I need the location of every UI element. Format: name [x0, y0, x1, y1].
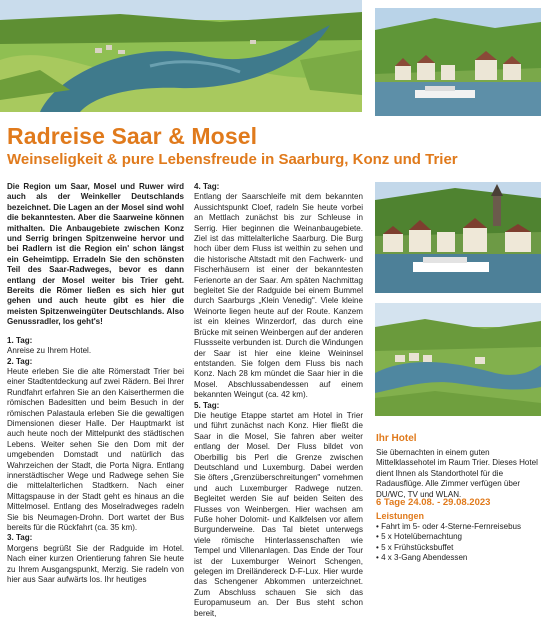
hotel-heading: Ihr Hotel — [376, 433, 417, 444]
photo-town-with-boat — [375, 8, 541, 116]
text-column-middle — [194, 182, 363, 619]
day-4-label: 4. Tag: — [194, 182, 220, 191]
photo-river-valley — [375, 303, 541, 416]
services-list — [376, 522, 546, 564]
day-1-text: Anreise zu Ihrem Hotel. — [7, 346, 92, 356]
services-item: • 4 x 3-Gang Abendessen — [376, 553, 546, 563]
intro-text: Die Region um Saar, Mosel und Ruwer wird auch als der Weinkeller Deutschlands bezeichnet. Die Lagen an der Mosel sind wohl die bekanntesten. Aber die Saarweine können mithalten. Die Anbaugebiete zwischen Konz und Serrig bringen Spitzenweine hervor und bei Radlern ist die Region ein' schon längst ein Geheimtipp. Erradeln Sie den schönsten Teil des Saar-Radweges, bevor es dann entlang der Mosel weiter bis Trier geht. Bereits die Römer ließen es sich hier gut gehen und auch heute gibt es hier die meisten Spitzenweingüter Deutschlands. Also Genussradler, los geht's! — [7, 182, 184, 327]
photo-moselle-loop — [0, 0, 362, 112]
text-column-left — [7, 182, 184, 585]
hotel-text: Sie übernachten in einem guten Mittelklassehotel im Raum Trier. Dieses Hotel dient Ihnen als Standorthotel für die Radausflüge. Alle Zimmer verfügen über DU/WC, TV und WLAN. — [376, 448, 538, 499]
trip-dates: 6 Tage 24.08. - 29.08.2023 — [376, 497, 491, 508]
photo-saarburg-river — [375, 182, 541, 293]
services-item: • Fahrt im 5- oder 4-Sterne-Fernreisebus — [376, 522, 546, 532]
day-2-label: 2. Tag: — [7, 356, 33, 366]
page-subtitle: Weinseligkeit & pure Lebensfreude in Saarburg, Konz und Trier — [7, 151, 458, 168]
day-5-label: 5. Tag: — [194, 400, 220, 410]
day-3-text: Morgens begrüßt Sie der Radguide im Hotel. Nach einer kurzen Orientierung fahren Sie heute zu Ihrem Ausgangspunkt, Merzig. Sie radeln von hier aus Saar aufwärts los. Ihr heutiges — [7, 543, 184, 585]
day-1-label: 1. Tag: — [7, 335, 33, 345]
day-4-text: Entlang der Saarschleife mit dem bekannten Aussichtspunkt Cloef, radeln Sie heute vorbei an Mettlach zunächst bis zur Schleuse in Serrig. Hier beginnen die Weinanbaugebiete. Ziel ist das mittelalterliche Saarburg. Die Burg hoch über dem Fluss ist weithin zu sehen und die historische Altstadt mit den Fachwerk- und Fischerhäusern ist einer der bekanntesten Ferienorte an der Saar. Am späten Nachmittag begleitet Sie der Radguide bei einem Bummel durch Saarburgs „Klein Venedig". Viele kleine Weinorte liegen heute auf der Route. Kanzem ist ein kleines Winzerdorf, das durch eine Brücke mit seinen Weinbergen auf der anderen Flussseite verbunden ist. Durch die Windungen der Saar ist hier eine kleine Weininsel entstanden. Sie folgen dem Fluss bis nach Konz. Nach 28 km mündet die Saar hier in die Mosel. Abschlussabendessen auf einem bekannten Weingut (ca. 42 km). — [194, 192, 363, 400]
services-item: • 5 x Hotelübernachtung — [376, 532, 546, 542]
day-2-text: Heute erleben Sie die alte Römerstadt Trier bei einer Stadtentdeckung auf zwei Rädern. Bei Ihrer Rundfahrt erfahren Sie an den Kaiserthermen die römischen Badesitten und beim Besuch in der römischen Palastaula erleben Sie die gewaltigen Dimensionen dieser Halle. Der Hauptmarkt ist auch heute noch der Mittelpunkt des städtischen Lebens. Weiter sehen Sie den Dom mit der umgebenden Domstadt und natürlich das Wahrzeichen der Stadt, die Porta Nigra. Entlang innerstädtischer Wege und Radwege sehen Sie die mittelalterlichen Stadtkern. Nach einer Mittagspause in der Stadt geht es hinaus an die Mittelmosel. Entlang des Moselradweges radeln Sie bis Neumagen-Drohn. Dort wartet der Bus bereits für die Rückfahrt (ca. 35 km). — [7, 366, 184, 532]
services-item: • 5 x Frühstücksbuffet — [376, 543, 546, 553]
page-title: Radreise Saar & Mosel — [7, 123, 258, 149]
day-3-label: 3. Tag: — [7, 533, 33, 543]
services-heading: Leistungen — [376, 511, 425, 521]
day-5-text: Die heutige Etappe startet am Hotel in Trier und führt zunächst nach Konz. Hier fließt die Saar in die Mosel, Sie fahren aber weiter entlang der Mosel. Der Fluss bildet von Oberbillig bis Perl die Grenze zwischen Deutschland und Luxemburg. Dabei werden Sie öfters „Grenzüberschreitungen" vornehmen und auch Luxemburger Radwege nutzen. Begleitet werden Sie auf beiden Seiten des Flusses von Weinbergen. Hier wachsen am Fuße hoher Dolomit- und Kalkfelsen vor allem Burgunderweine. Das Tal bietet unterwegs viele römische Hinterlassenschaften wie Tempel und Villenanlagen. Das Ende der Tour ist der Luxemburger Weinort Schengen, gelegen im Dreiländereck D-F-Lux. Hier wurde das Schengener Abkommen unterzeichnet. Zum Abschluss schauen Sie sich das Europamuseum an. Der Bus steht schon bereit, — [194, 410, 363, 618]
